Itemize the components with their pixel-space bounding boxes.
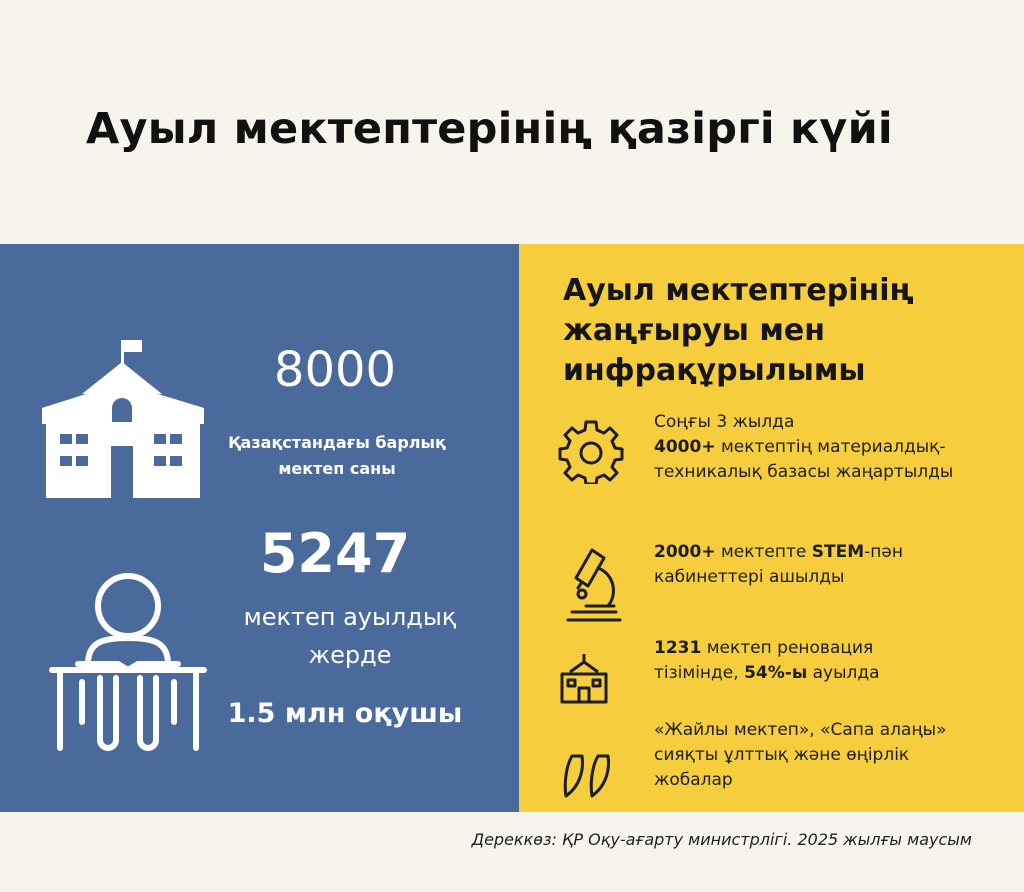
list-item-stem [654,540,974,590]
upgrades-intro: Соңғы 3 жылда [654,412,795,432]
renovation-percent: 54%-ы [744,663,808,683]
renovation-text-1: мектеп реновация тізімінде, [654,638,874,683]
page-title: Ауыл мектептерінің қазіргі күйі [86,104,893,154]
gear-icon [558,418,624,484]
student-at-desk-icon [48,572,208,752]
total-schools-caption: Қазақстандағы барлық мектеп саны [228,433,446,478]
stem-label: STEM [811,542,865,562]
rural-schools-value: 5247 [259,522,411,585]
upgrades-text: мектептің материалдық-техникалық базасы жаңартылды [654,437,954,482]
stem-text-2: -пән кабинеттері ашылды [654,542,903,587]
students-count: 1.5 млн оқушы [227,698,463,729]
upgrades-count: 4000+ [654,437,716,457]
list-item-projects: «Жайлы мектеп», «Сапа алаңы» сияқты ұлттық және өңірлік жобалар [654,720,947,790]
school-house-icon [558,652,610,704]
quote-icon [562,754,614,798]
rural-schools-caption: мектеп ауылдық жерде [243,603,457,669]
list-item-upgrades [654,410,954,485]
school-building-icon [40,336,210,498]
stem-count: 2000+ [654,542,716,562]
source-note: Дереккөз: ҚР Оқу-ағарту министрлігі. 2025 жылғы маусым [471,830,972,849]
renovation-count: 1231 [654,638,702,658]
list-item-renovation [654,636,934,686]
total-schools-value: 8000 [273,342,397,398]
right-panel-title: Ауыл мектептерінің жаңғыруы мен инфрақұрылымы [563,273,914,388]
renovation-text-2: ауылда [807,663,880,683]
microscope-icon [562,546,624,626]
stem-text-1: мектепте [715,542,812,562]
